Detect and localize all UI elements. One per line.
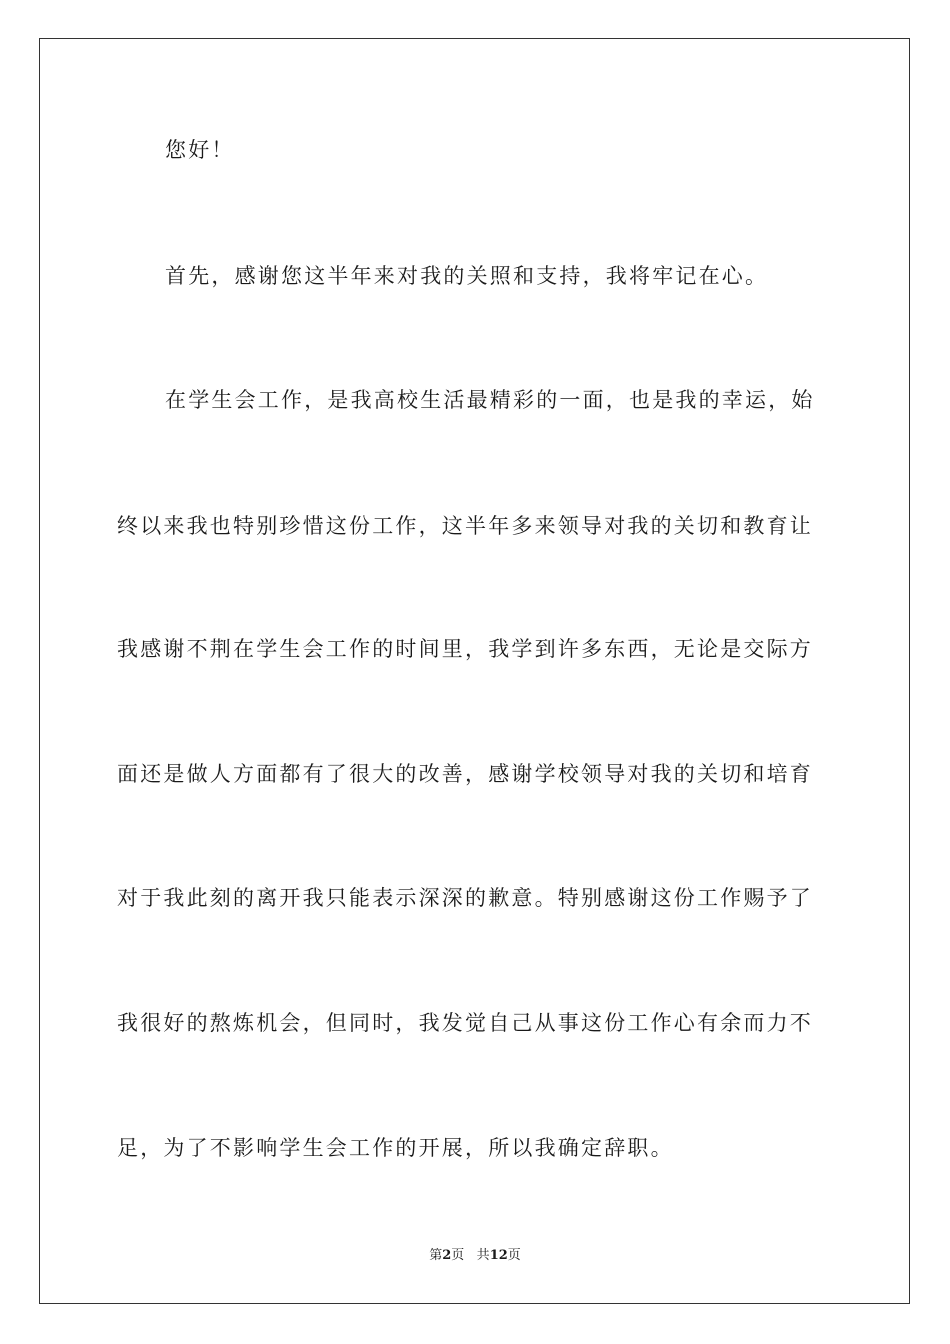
footer-page-suffix: 页 (451, 1248, 465, 1263)
paragraph-2-line-4: 面还是做人方面都有了很大的改善，感谢学校领导对我的关切和培育 (117, 762, 813, 786)
paragraph-2-line-6: 我很好的熬炼机会，但同时，我发觉自己从事这份工作心有余而力不 (117, 1011, 813, 1035)
paragraph-1-line-1: 首先，感谢您这半年来对我的关照和支持，我将牢记在心。 (165, 264, 769, 288)
footer-total-prefix: 共 (476, 1248, 490, 1263)
paragraph-2-line-2: 终以来我也特别珍惜这份工作，这半年多来领导对我的关切和教育让 (117, 514, 813, 538)
footer-page-number: 2 (442, 1248, 452, 1263)
paragraph-2-line-5: 对于我此刻的离开我只能表示深深的歉意。特别感谢这份工作赐予了 (117, 886, 813, 910)
page-footer (0, 1247, 950, 1265)
footer-page-prefix: 第 (429, 1248, 443, 1263)
paragraph-2-line-1: 在学生会工作，是我高校生活最精彩的一面，也是我的幸运，始 (165, 388, 815, 412)
paragraph-2-line-3: 我感谢不荆在学生会工作的时间里，我学到许多东西，无论是交际方 (117, 637, 813, 661)
paragraph-2-line-7: 足，为了不影响学生会工作的开展，所以我确定辞职。 (117, 1136, 674, 1160)
greeting-line: 您好！ (165, 138, 235, 162)
footer-total-suffix: 页 (507, 1248, 521, 1263)
page-border (39, 38, 910, 1304)
footer-total-pages: 12 (489, 1248, 508, 1263)
